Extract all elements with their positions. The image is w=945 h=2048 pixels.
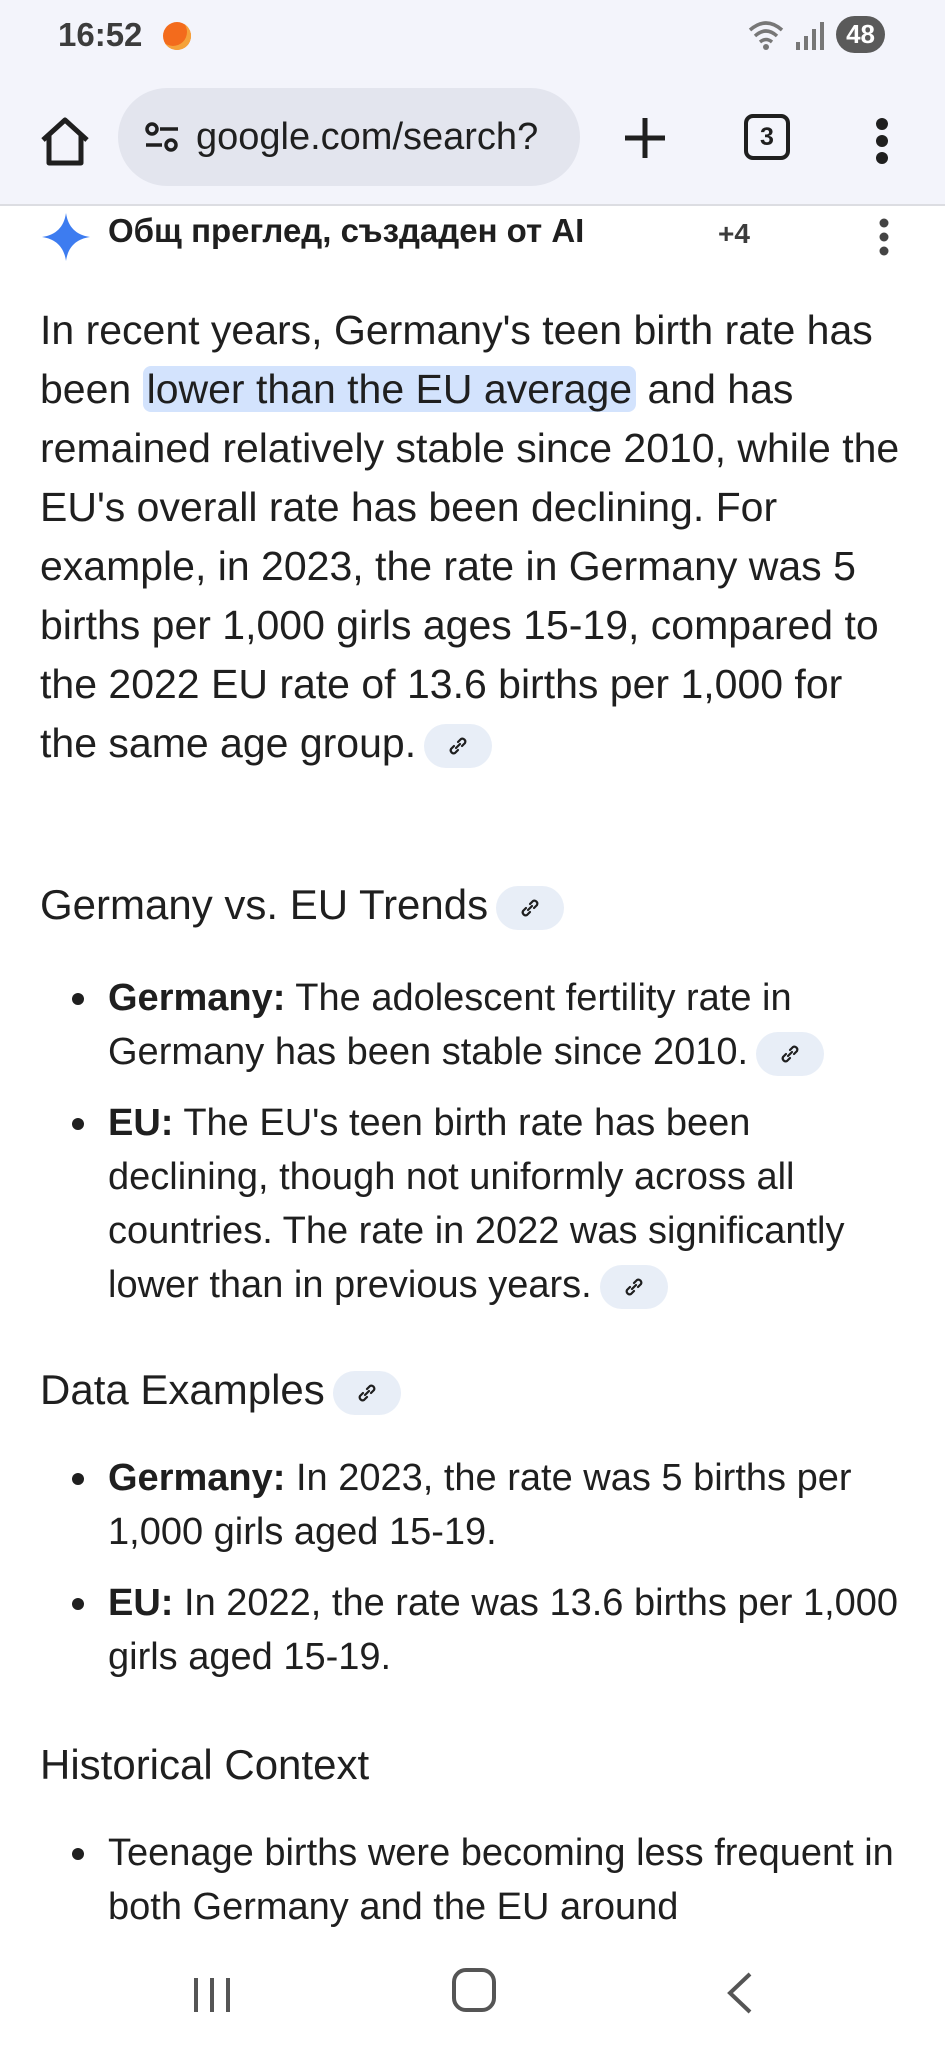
url-text[interactable]: google.com/search? (196, 115, 539, 158)
link-icon (622, 1275, 646, 1299)
list-item (68, 1096, 908, 1312)
wifi-icon (746, 18, 786, 52)
signal-icon (794, 18, 828, 52)
home-icon (37, 113, 93, 169)
battery-indicator: 48 (836, 16, 885, 53)
page-content (0, 206, 945, 1950)
link-icon (778, 1042, 802, 1066)
section-heading-text: Data Examples (40, 1366, 325, 1413)
link-icon (355, 1381, 379, 1405)
list-item (68, 971, 908, 1079)
new-tab-button[interactable] (610, 103, 680, 173)
summary-highlight[interactable]: lower than the EU average (143, 366, 636, 412)
section-heading-examples (40, 1366, 401, 1415)
link-icon (446, 734, 470, 758)
address-bar[interactable] (118, 88, 580, 186)
summary-text-end: and has remained relatively stable since 2010, while the EU's overall rate has been declining. For example, in 2023, the rate in Germany was 5 births per 1,000 girls ages 15-19, compared to the 2022 EU rate of 13.6 births per 1,000 for the same age group. (40, 366, 900, 766)
section-heading-trends (40, 881, 564, 930)
status-time: 16:52 (58, 16, 143, 53)
source-link-chip[interactable] (756, 1032, 824, 1076)
home-nav-icon[interactable] (452, 1968, 496, 2012)
more-vert-icon (877, 217, 891, 257)
list-item-text: In 2023, the rate was 5 births per 1,000 girls aged 15-19. (108, 1457, 852, 1553)
summary-text-start: In recent years, Germany's teen birth rate has been (40, 307, 873, 412)
source-link-chip[interactable] (600, 1265, 668, 1309)
list-item-text: The adolescent fertility rate in Germany has been stable since 2010. (108, 977, 792, 1073)
notification-app-icon (163, 22, 191, 50)
system-nav-bar (0, 1950, 945, 2048)
list-item-text: Teenage births were becoming less frequent in both Germany and the EU around (108, 1832, 894, 1928)
site-settings-icon[interactable] (142, 117, 182, 157)
list-item-label: Germany: (108, 977, 286, 1019)
list-item-label: EU: (108, 1582, 174, 1624)
link-icon (518, 896, 542, 920)
gemini-sparkle-icon (40, 211, 92, 263)
section-heading-history: Historical Context (40, 1741, 370, 1788)
ai-overview-summary (40, 301, 910, 773)
browser-toolbar (0, 76, 945, 206)
ai-overview-title: Общ преглед, създаден от AI (108, 212, 585, 249)
browser-menu-button[interactable] (862, 106, 902, 176)
plus-icon (621, 114, 669, 162)
status-icons (746, 16, 885, 53)
section-heading-text: Germany vs. EU Trends (40, 881, 489, 928)
source-link-chip[interactable] (424, 724, 492, 768)
list-item (68, 1826, 908, 1934)
list-item (68, 1576, 908, 1684)
tab-switcher-button[interactable]: 3 (744, 114, 790, 160)
home-button[interactable] (30, 106, 100, 176)
source-link-chip[interactable] (496, 886, 564, 930)
list-item-text: The EU's teen birth rate has been declining, though not uniformly across all countries. The rate in 2022 was significantly lower than in previous years. (108, 1102, 845, 1306)
ai-overview-more-button[interactable] (870, 212, 898, 262)
ai-overview-header (0, 206, 945, 266)
source-link-chip[interactable] (333, 1371, 401, 1415)
more-vert-icon (872, 116, 892, 166)
list-item-label: EU: (108, 1102, 174, 1144)
recent-apps-icon[interactable] (190, 1970, 234, 2020)
status-bar (0, 0, 945, 76)
source-count-badge[interactable]: +4 (718, 218, 750, 249)
list-item-label: Germany: (108, 1457, 286, 1499)
back-icon[interactable] (720, 1968, 760, 2018)
list-item-text: In 2022, the rate was 13.6 births per 1,000 girls aged 15-19. (108, 1582, 899, 1678)
list-item (68, 1451, 908, 1559)
